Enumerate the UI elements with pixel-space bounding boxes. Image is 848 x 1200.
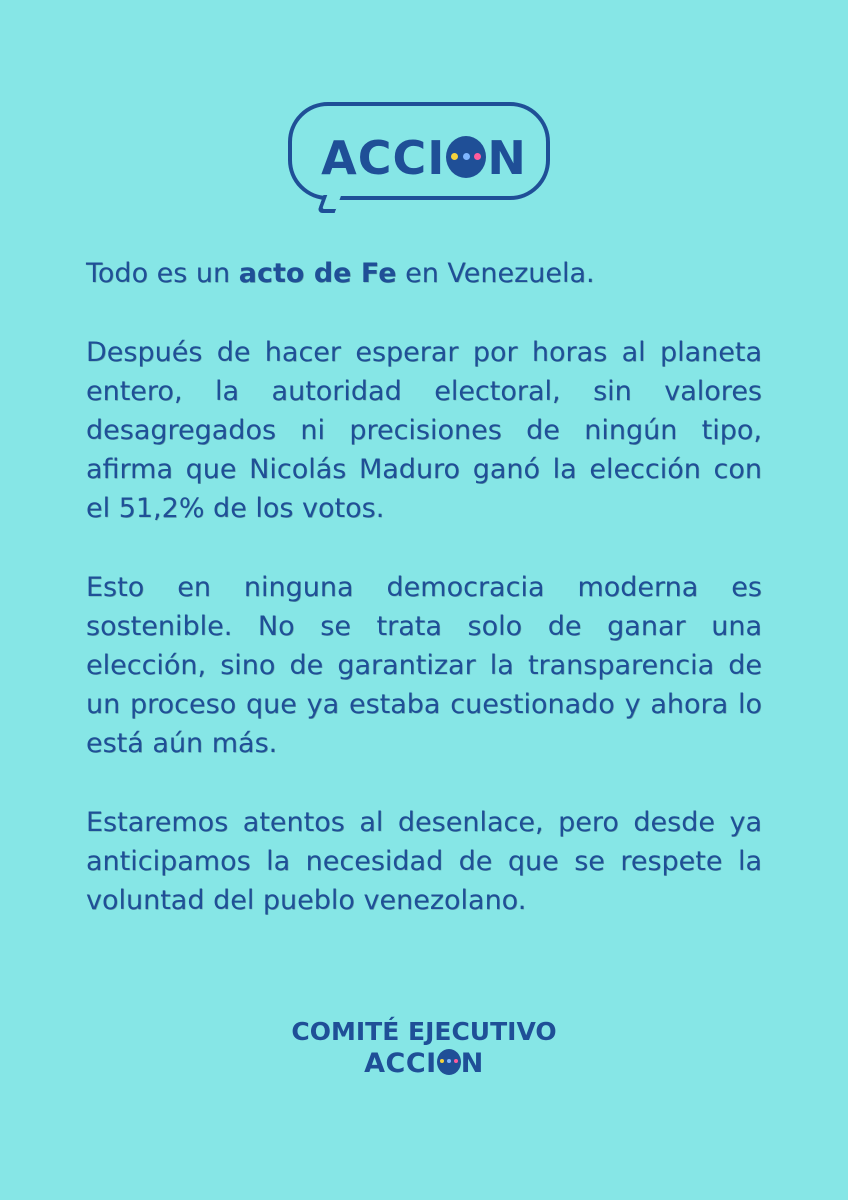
paragraph xyxy=(86,333,762,528)
speech-bubble-icon xyxy=(437,1049,461,1075)
signature-party xyxy=(0,1048,848,1080)
signature xyxy=(0,1016,848,1080)
paragraph xyxy=(86,254,762,293)
logo xyxy=(0,128,848,188)
paragraph-text: en Venezuela. xyxy=(396,258,595,289)
paragraph-text: Esto en ninguna democracia moderna es sostenible. No se trata solo de ganar una elección, sino de garantizar la transparencia de un proceso que ya estaba cuestionado y ahora lo está aún más. xyxy=(86,572,762,759)
paragraph-text: Estaremos atentos al desenlace, pero desde ya anticipamos la necesidad de que se respete la voluntad del pueblo venezolano. xyxy=(86,807,762,916)
statement-body xyxy=(86,254,762,920)
logo-text-end: N xyxy=(487,131,527,185)
emphasis-text: acto de Fe xyxy=(238,258,397,289)
paragraph xyxy=(86,568,762,763)
paragraph xyxy=(86,803,762,920)
logo-text-start: ACCI xyxy=(321,131,446,185)
signature-party-text-end: N xyxy=(460,1048,484,1079)
signature-party-text-start: ACCI xyxy=(364,1048,437,1079)
signature-committee: COMITÉ EJECUTIVO xyxy=(291,1017,557,1046)
paragraph-text: Después de hacer esperar por horas al planeta entero, la autoridad electoral, sin valores desagregados ni precisiones de ningún tipo, afirma que Nicolás Maduro ganó la elección con el 51,2% de los votos. xyxy=(86,337,762,524)
speech-bubble-icon xyxy=(446,136,486,178)
paragraph-text: Todo es un xyxy=(86,258,239,289)
